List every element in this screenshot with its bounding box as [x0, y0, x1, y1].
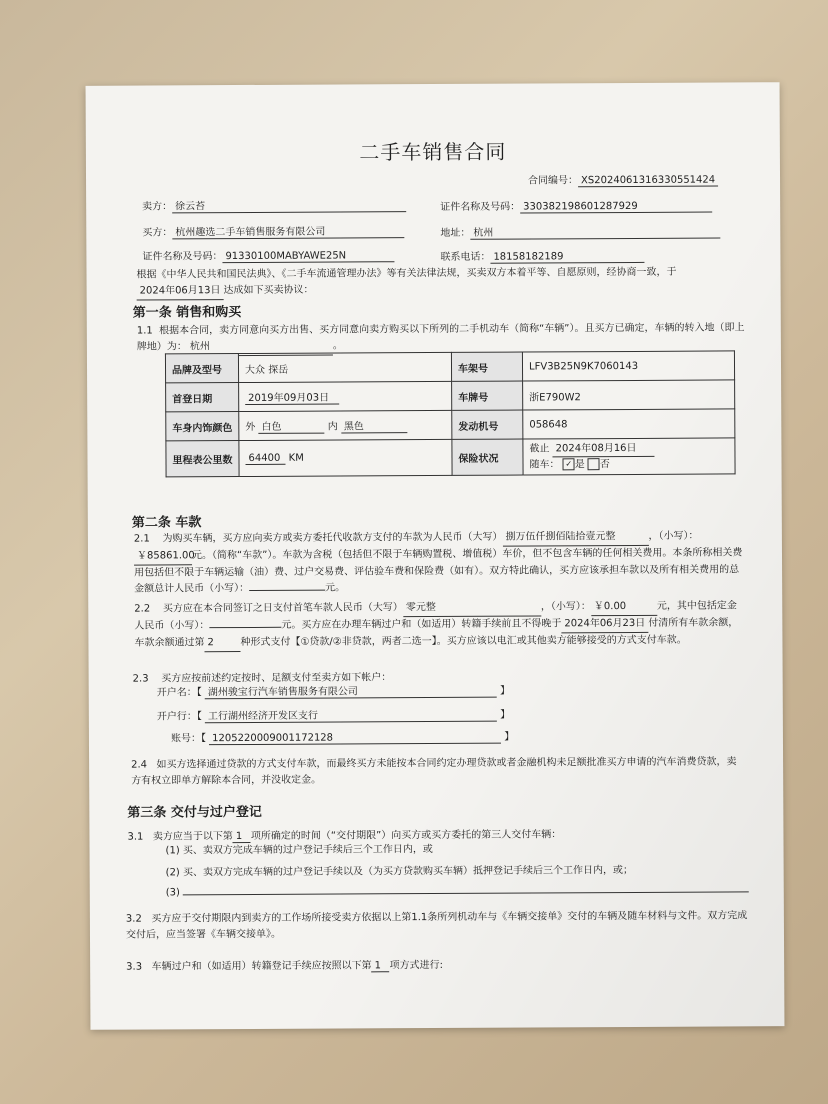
color-in-prefix: 内 — [327, 421, 338, 433]
clause-text: 买方应于交付期限内到卖方的工作场所接受卖方依据以上第1.1条所列机动车与《车辆交接单》交付的车辆及随车材料与文件。双方完成交付后，应当签署《车辆交接单》。 — [125, 910, 748, 941]
mileage-unit: KM — [288, 452, 304, 464]
seller-row — [142, 196, 406, 213]
phone-row — [440, 247, 644, 264]
account-number-value: 1205220009001172128 — [209, 732, 501, 746]
first-payment-upper: 零元整 — [403, 599, 541, 617]
buyer-id-row — [142, 246, 394, 263]
contract-number — [528, 171, 718, 188]
section-2-heading: 第二条 车款 — [131, 515, 202, 531]
clause-text-d: 元。买方应在办理车辆过户和（如适用）转籍手续前且不得晚于 — [281, 618, 562, 631]
clause-num: 3.2 — [125, 913, 142, 925]
clause-3-3 — [126, 956, 443, 974]
seller-id-label: 证件名称及号码： — [440, 201, 521, 213]
phone-value: 18158182189 — [490, 251, 644, 264]
clause-3-1-option-2: (2) 买、卖双方完成车辆的过户登记手续以及（为买方贷款购买车辆）抵押登记手续后三个工作日内，或； — [165, 864, 634, 879]
clause-text-f: 种形式支付【①贷款/②非贷款，两者二选一】。买方应该以电汇或其他卖方能够接受的方式支付车款。 — [240, 634, 687, 649]
insurance-with-car: 随车： — [529, 459, 560, 471]
insurance-cell — [523, 438, 735, 475]
table-row — [166, 380, 735, 412]
intro-paragraph — [136, 264, 748, 300]
table-row — [165, 351, 734, 383]
buyer-label: 买方： — [142, 227, 173, 239]
transfer-city: 杭州 — [187, 339, 333, 357]
mileage-label: 里程表公里数 — [166, 441, 239, 477]
clause-num: 3.3 — [126, 961, 143, 973]
intro-end: 达成如下买卖协议： — [223, 284, 314, 297]
clause-num: 2.2 — [134, 603, 151, 615]
account-name-label: 开户名： — [156, 687, 197, 699]
clause-2-2 — [134, 598, 746, 652]
section-3-heading: 第三条 交付与过户登记 — [127, 804, 262, 821]
buyer-id-value: 91330100MABYAWE25N — [222, 250, 394, 263]
reg-date-value: 2019年09月03日 — [245, 388, 339, 404]
clause-3-1-option-3 — [166, 884, 749, 898]
seller-value: 徐云苔 — [172, 196, 406, 213]
engine-label: 发动机号 — [452, 410, 523, 439]
clause-text-e: 付清所有车款余额，车款余额通过第 — [134, 617, 739, 649]
clause-text-b: 项所确定的时间（“交付期限”）向买方或买方委托的第三人交付车辆： — [250, 829, 562, 842]
vin-value: LFV3B25N9K7060143 — [522, 351, 734, 381]
plate-label: 车牌号 — [452, 381, 523, 410]
buyer-row — [142, 222, 404, 239]
buyer-value: 杭州趣选二手车销售服务有限公司 — [172, 222, 404, 239]
color-out-value: 白色 — [258, 418, 324, 434]
vin-label: 车架号 — [451, 352, 522, 381]
address-row — [440, 223, 720, 240]
contract-number-label: 合同编号： — [528, 175, 579, 187]
option-3-label: (3) — [165, 887, 180, 899]
final-payment-date: 2024年06月23日 — [561, 616, 648, 633]
account-name-row: 开户名：【 湖州骏宝行汽车销售服务有限公司 】 — [157, 682, 510, 700]
clause-text-b: ，（小写）： — [540, 601, 591, 613]
clause-text: 根据本合同，卖方同意向买方出售、买方同意向卖方购买以下所列的二手机动车（简称“车辆”）。且买方已确定，车辆的转入地（即上牌地）为： — [136, 322, 745, 353]
address-value: 杭州 — [470, 223, 720, 240]
reg-date-label: 首登日期 — [166, 383, 239, 412]
account-number-label: 账号： — [170, 733, 201, 745]
mileage-cell — [239, 439, 452, 476]
total-amount-blank — [249, 590, 325, 591]
clause-text: 买方应按前述约定按时、足额支付至卖方如下帐户： — [161, 672, 392, 685]
contract-page — [86, 82, 785, 1030]
clause-num: 3.1 — [127, 831, 144, 843]
section-1-heading: 第一条 销售和购买 — [132, 305, 242, 321]
contract-title: 二手车销售合同 — [359, 139, 507, 165]
table-row — [166, 409, 735, 441]
color-cell — [239, 410, 452, 440]
seller-id-row — [440, 197, 712, 214]
clause-num: 2.4 — [131, 759, 148, 771]
first-payment-small: ￥0.00 — [591, 599, 657, 616]
insurance-no-checkbox[interactable] — [588, 458, 600, 470]
clause-num: 2.3 — [132, 673, 149, 685]
clause-text-b: ，（小写）： — [648, 530, 699, 542]
seller-label: 卖方： — [142, 201, 173, 213]
insurance-yes-label: 是 — [574, 459, 585, 471]
table-row — [166, 438, 735, 477]
vehicle-table — [165, 350, 736, 477]
intro-text: 根据《中华人民共和国民法典》、《二手车流通管理办法》等有关法律法规，买卖双方本着平等、自愿原则，经协商一致，于 — [136, 266, 677, 281]
insurance-no-label: 否 — [599, 459, 610, 471]
clause-3-1-option-1: (1) 买、卖双方完成车辆的过户登记手续后三个工作日内，或 — [165, 844, 433, 857]
account-number-row: 账号：【 1205220009001172128 】 — [170, 731, 515, 745]
transfer-item: 1 — [372, 960, 390, 972]
color-out-prefix: 外 — [245, 421, 256, 433]
payment-method: 2 — [204, 635, 240, 652]
clause-text: 卖方应当于以下第 — [152, 831, 233, 843]
buyer-id-label: 证件名称及号码： — [142, 251, 223, 263]
brand-value: 大众 探岳 — [238, 352, 451, 382]
deposit-blank — [209, 627, 281, 628]
bank-row: 开户行：【 工行湖州经济开发区支行 】 — [157, 706, 510, 724]
delivery-item: 1 — [233, 831, 251, 843]
clause-text: 买方应在本合同签订之日支付首笔车款人民币（大写） — [162, 602, 403, 615]
clause-3-2 — [126, 908, 750, 943]
account-name-value: 湖州骏宝行汽车销售服务有限公司 — [205, 682, 497, 700]
clause-text: 车辆过户和（如适用）转籍登记手续应按照以下第 — [151, 960, 372, 973]
color-in-value: 黑色 — [341, 417, 407, 433]
color-label: 车身内饰颜色 — [166, 412, 239, 441]
seller-id-value: 330382198601287929 — [520, 201, 712, 214]
plate-value: 浙E790W2 — [523, 380, 735, 410]
clause-2-4 — [131, 754, 745, 789]
phone-label: 联系电话： — [440, 251, 491, 263]
engine-value: 058648 — [523, 409, 735, 439]
price-small: ￥85861.00 — [134, 548, 192, 565]
clause-text-c: 元，其中包括定金人民币（小写）： — [134, 600, 737, 632]
bank-value: 工行湖州经济开发区支行 — [205, 706, 497, 724]
contract-number-value: XS2024061316330551424 — [578, 175, 718, 188]
clause-text-c: 元。（简称“车款”）。车款为含税（包括但不限于车辆购置税、增值税）车价，但不包含车辆的任何相关费用。本条所称相关费用包括但不限于车辆运输（油）费、过户交易费、评估验车费和保险费（如有）。双方特此确认，买方应该承担车款以及所有相关费用的总金额总计人民币（小写）： — [134, 547, 743, 595]
clause-text-b: 项方式进行: — [389, 959, 444, 972]
reg-date-cell — [239, 381, 452, 411]
insurance-until-prefix: 截止 — [529, 443, 550, 455]
clause-text: 为购买车辆，买方应向卖方或卖方委托代收款方支付的车款为人民币（大写） — [162, 531, 503, 545]
clause-2-1 — [134, 528, 746, 597]
clause-text: 如买方选择通过贷款的方式支付车款，而最终买方未能按本合同约定办理贷款或者金融机构未足额批准买方申请的汽车消费贷款，卖方有权立即单方解除本合同，并没收定金。 — [131, 756, 737, 787]
bank-label: 开户行： — [156, 711, 197, 723]
mileage-value: 64400 — [245, 452, 285, 464]
clause-1-1: 1.1 根据本合同，卖方同意向买方出售、买方同意向卖方购买以下所列的二手机动车（简称“车辆”）。且买方已确定，车辆的转入地（即上牌地）为： 杭州 。 — [137, 320, 749, 356]
price-upper: 捌万伍仟捌佰陆拾壹元整 — [502, 529, 648, 547]
clause-text-d: 元。 — [325, 582, 346, 594]
insurance-until-value: 2024年08月16日 — [553, 441, 655, 458]
option-3-blank — [183, 891, 749, 895]
insurance-yes-checkbox[interactable]: ✓ — [563, 458, 575, 470]
brand-label: 品牌及型号 — [165, 354, 238, 383]
clause-num: 1.1 — [136, 325, 153, 337]
intro-date: 2024年06月13日 — [137, 283, 224, 300]
clause-num: 2.1 — [133, 533, 150, 545]
insurance-label: 保险状况 — [452, 439, 523, 475]
address-label: 地址： — [440, 227, 471, 239]
